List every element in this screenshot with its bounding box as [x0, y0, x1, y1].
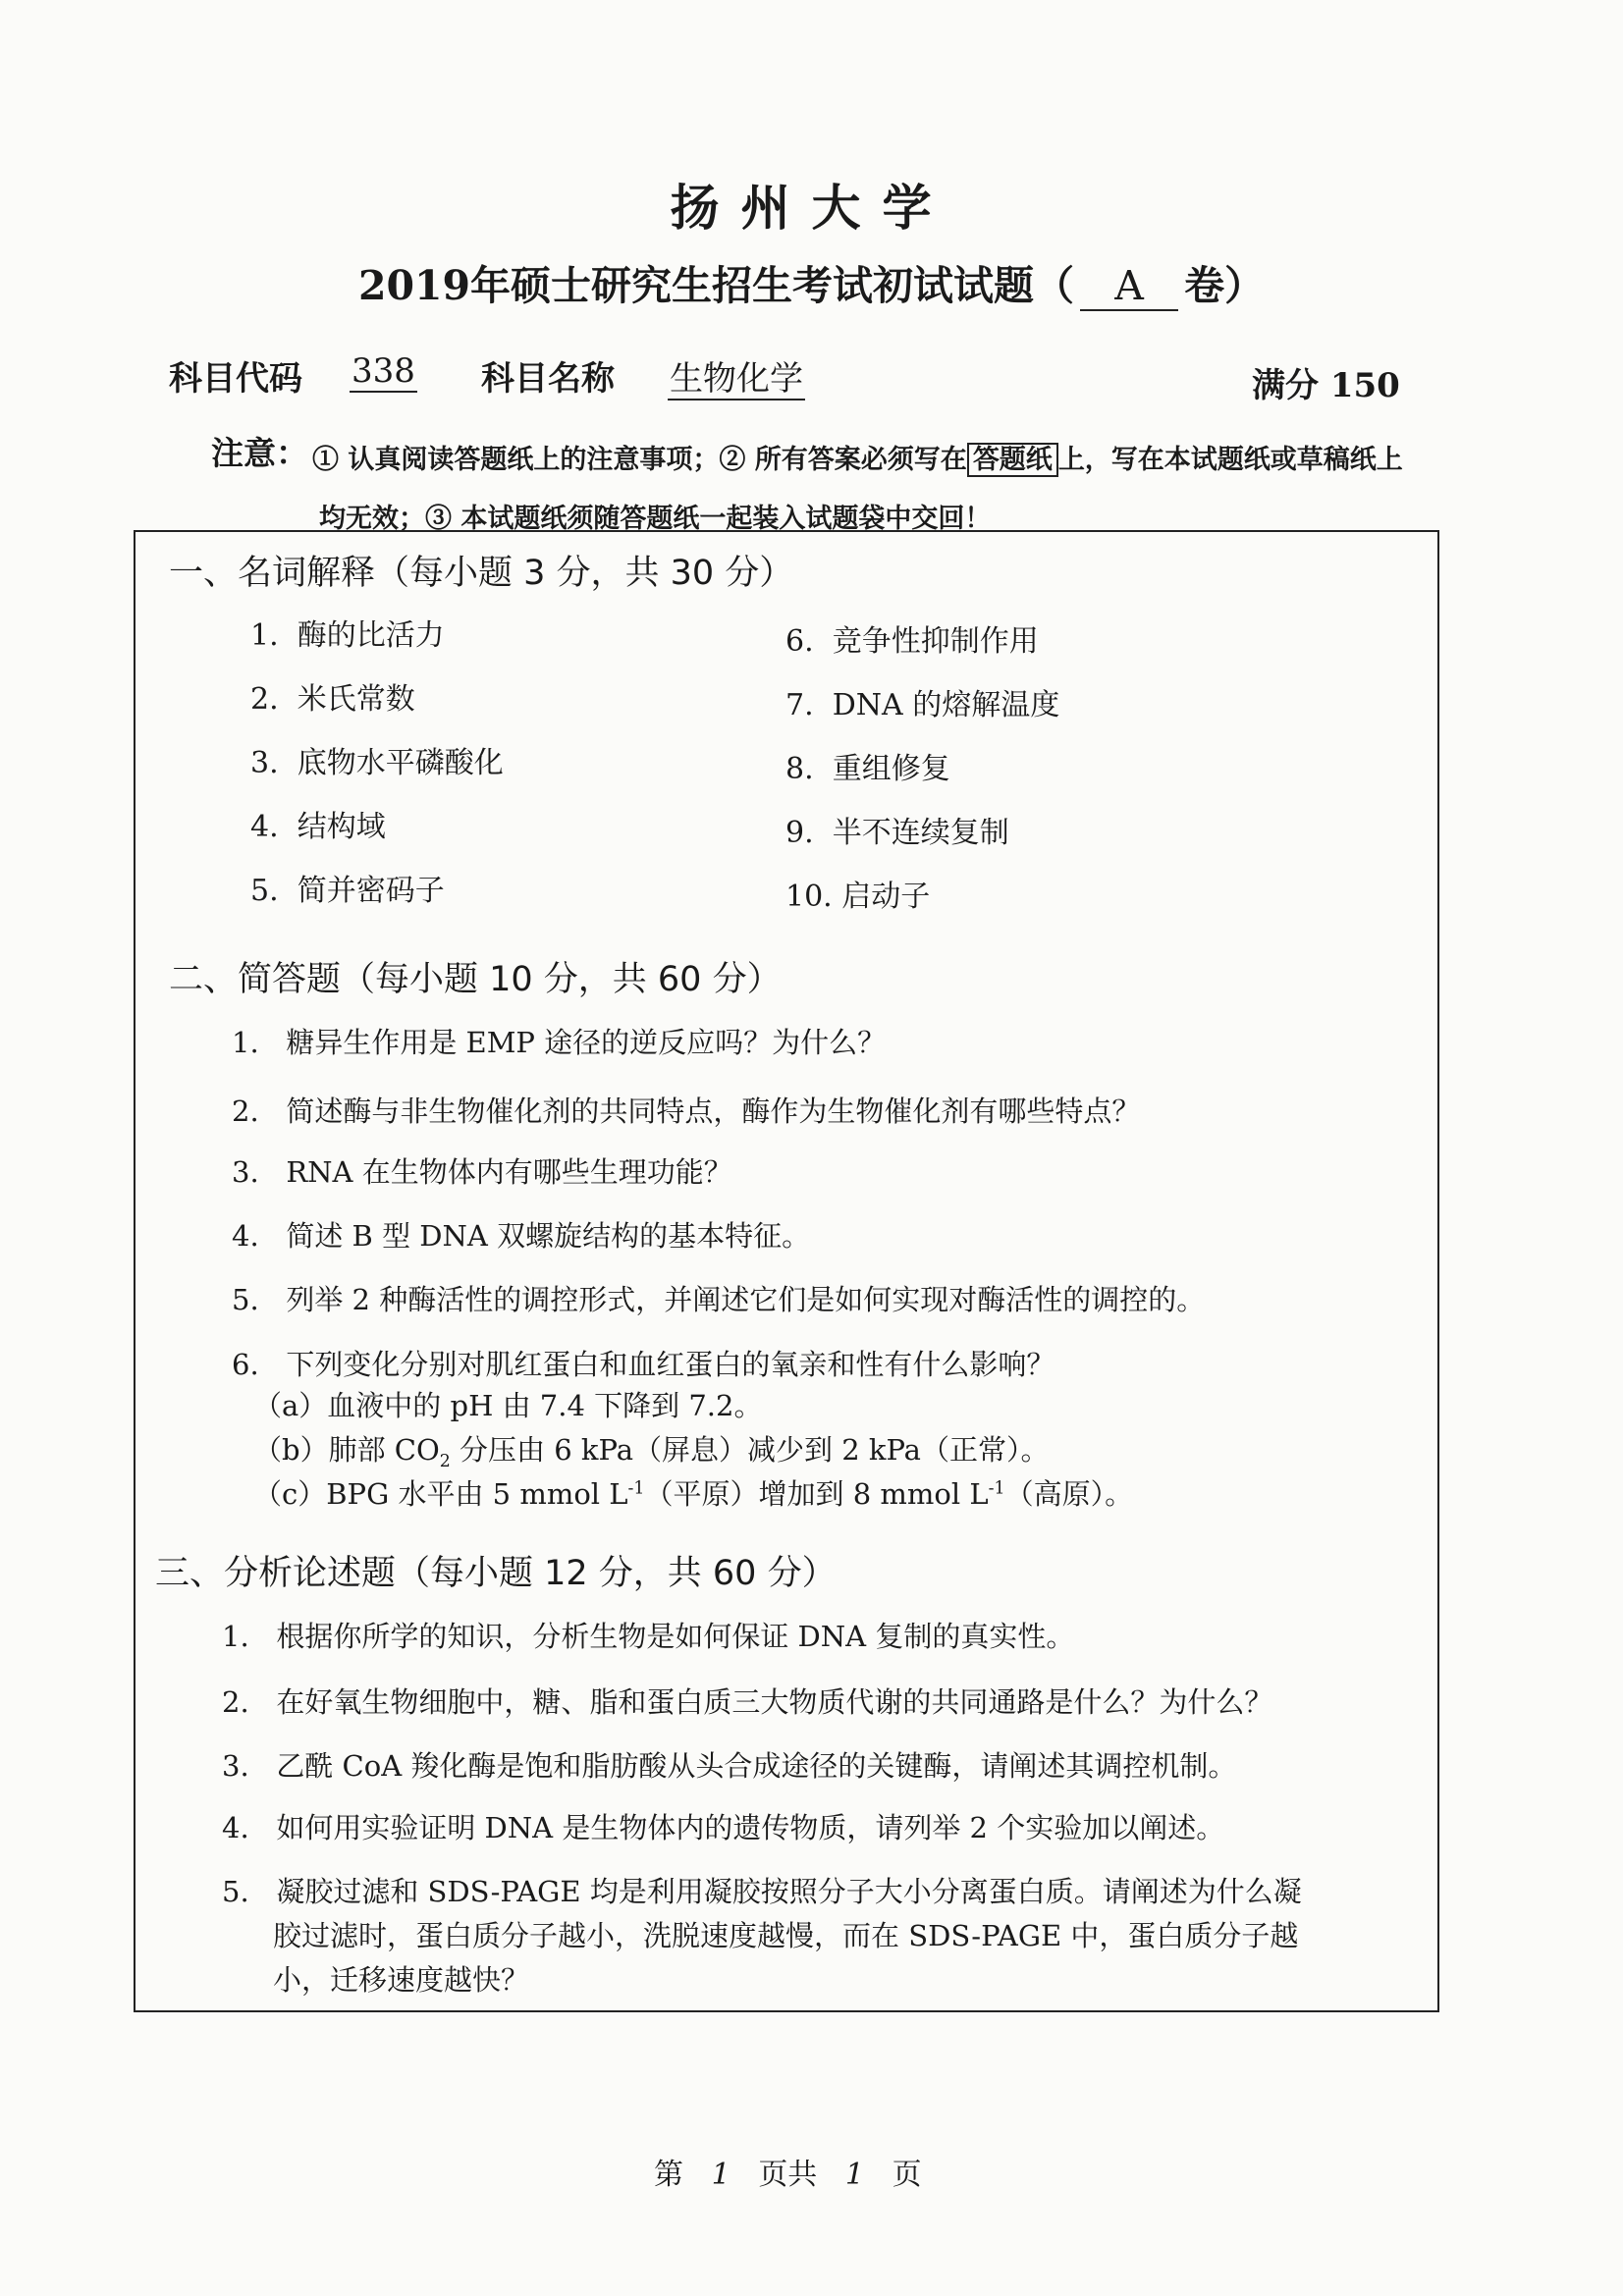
question-item: [222, 1744, 1236, 1785]
question-text: 下列变化分别对肌红蛋白和血红蛋白的氧亲和性有什么影响？: [286, 1348, 1055, 1381]
exam-title-prefix: 2019年硕士研究生招生考试初试试题（: [357, 262, 1075, 309]
notice-answer-sheet-box: 答题纸: [967, 443, 1058, 477]
item-num: 8.: [785, 752, 814, 786]
list-item: [785, 872, 930, 915]
item-num: 7.: [785, 688, 814, 722]
question-text: 凝胶过滤和 SDS-PAGE 均是利用凝胶按照分子大小分离蛋白质。请阐述为什么凝: [276, 1875, 1302, 1908]
co2-subscript: 2: [439, 1451, 451, 1471]
subject-name: 生物化学: [670, 359, 803, 399]
unit-superscript: -1: [988, 1478, 1005, 1499]
item-text: 半不连续复制: [832, 816, 1009, 850]
question-continuation: 胶过滤时，蛋白质分子越小，洗脱速度越慢，而在 SDS-PAGE 中，蛋白质分子越: [273, 1919, 1299, 1952]
item-num: 5.: [250, 874, 279, 908]
page-number: [654, 2150, 922, 2193]
list-item: [785, 616, 1039, 660]
item-num: 10.: [785, 880, 833, 914]
question-num: 6.: [232, 1348, 259, 1381]
list-item: [785, 744, 950, 787]
item-text: 酶的比活力: [297, 618, 445, 653]
question-continuation: 小，迁移速度越快？: [273, 1963, 530, 1997]
total-pages: 1: [844, 2158, 865, 2192]
exam-title-suffix: 卷）: [1184, 262, 1266, 309]
question-text: 在好氧生物细胞中，糖、脂和蛋白质三大物质代谢的共同通路是什么？为什么？: [276, 1685, 1273, 1719]
list-item: [785, 680, 1059, 723]
university-name: 扬州大学: [670, 179, 953, 237]
question-num: 4.: [222, 1811, 249, 1844]
subject-code: 338: [352, 351, 415, 391]
item-num: 1.: [250, 618, 279, 653]
full-score-value: 150: [1329, 366, 1400, 405]
question-text: 简述 B 型 DNA 双螺旋结构的基本特征。: [286, 1219, 811, 1253]
question-text: 简述酶与非生物催化剂的共同特点，酶作为生物催化剂有哪些特点？: [286, 1095, 1141, 1128]
notice-line-2: 均无效；③ 本试题纸须随答题纸一起装入试题袋中交回！: [319, 504, 992, 534]
item-text: 结构域: [297, 810, 386, 844]
item-num: 3.: [250, 746, 279, 780]
paper-type: A: [1080, 262, 1178, 311]
item-text: 启动子: [841, 880, 931, 914]
question-item: [232, 1150, 732, 1191]
sub-question-b: [253, 1428, 1049, 1471]
page-suffix: 页: [892, 2158, 922, 2192]
section3-heading: 三、分析论述题（每小题 12 分，共 60 分）: [155, 1554, 837, 1593]
item-text: 底物水平磷酸化: [297, 746, 504, 780]
subject-code-wrap: [350, 351, 417, 391]
question-num: 1.: [222, 1620, 249, 1653]
list-item: [250, 866, 445, 909]
notice-line-1b: 上，写在本试题纸或草稿纸上: [1057, 445, 1403, 475]
list-item: [250, 738, 504, 781]
page-prefix: 第: [654, 2158, 683, 2192]
list-item: [250, 611, 445, 654]
question-num: 5.: [232, 1283, 259, 1316]
question-text: RNA 在生物体内有哪些生理功能？: [286, 1155, 732, 1189]
sub-c-text-end: （高原）。: [1004, 1477, 1134, 1511]
question-item: [232, 1021, 886, 1061]
notice-label: 注意：: [211, 434, 308, 472]
question-item: [222, 1806, 1224, 1846]
section2-heading: 二、简答题（每小题 10 分，共 60 分）: [169, 960, 782, 999]
question-num: 1.: [232, 1026, 259, 1059]
question-num: 2.: [222, 1685, 249, 1719]
list-item: [250, 674, 415, 718]
question-text: 如何用实验证明 DNA 是生物体内的遗传物质，请列举 2 个实验加以阐述。: [276, 1811, 1225, 1844]
list-item: [250, 802, 386, 845]
page-mid: 页共: [758, 2158, 818, 2192]
item-text: 米氏常数: [297, 682, 415, 717]
question-item: [232, 1343, 1055, 1383]
item-text: 竞争性抑制作用: [832, 624, 1039, 659]
notice-line-1a: ① 认真阅读答题纸上的注意事项；② 所有答案必须写在: [312, 445, 967, 475]
full-score-label: 满分: [1252, 366, 1319, 405]
question-item: [232, 1214, 810, 1255]
section1-heading: 一、名词解释（每小题 3 分，共 30 分）: [169, 554, 794, 593]
subject-name-wrap: [668, 351, 805, 400]
subject-code-label: 科目代码: [169, 359, 302, 399]
current-page: 1: [711, 2158, 730, 2192]
item-num: 9.: [785, 816, 814, 850]
question-text: 糖异生作用是 EMP 途径的逆反应吗？为什么？: [286, 1026, 887, 1059]
exam-title: [0, 253, 1623, 311]
sub-b-text: （b）肺部 CO: [253, 1433, 440, 1467]
item-text: DNA 的熔解温度: [832, 688, 1060, 722]
sub-c-text: （c）BPG 水平由 5 mmol L: [253, 1477, 628, 1511]
question-num: 2.: [232, 1095, 259, 1128]
item-text: 简并密码子: [297, 874, 445, 908]
question-text: 列举 2 种酶活性的调控形式，并阐述它们是如何实现对酶活性的调控的。: [286, 1283, 1206, 1316]
list-item: [785, 808, 1009, 851]
question-item: [222, 1870, 1302, 1910]
sub-question-a: （a）血液中的 pH 由 7.4 下降到 7.2。: [253, 1389, 763, 1422]
sub-question-c: [253, 1472, 1133, 1513]
item-text: 重组修复: [832, 752, 950, 786]
question-item: [222, 1615, 1074, 1655]
item-num: 2.: [250, 682, 279, 717]
question-num: 4.: [232, 1219, 259, 1253]
subject-name-label: 科目名称: [481, 359, 615, 399]
unit-superscript: -1: [627, 1478, 645, 1499]
question-num: 3.: [222, 1749, 249, 1783]
question-text: 乙酰 CoA 羧化酶是饱和脂肪酸从头合成途径的关键酶，请阐述其调控机制。: [276, 1749, 1237, 1783]
question-num: 3.: [232, 1155, 259, 1189]
item-num: 6.: [785, 624, 814, 659]
question-num: 5.: [222, 1875, 249, 1908]
sub-b-text-end: 分压由 6 kPa（屏息）减少到 2 kPa（正常）。: [450, 1433, 1050, 1467]
notice-line-1: [312, 438, 1403, 476]
full-score: [1252, 358, 1400, 406]
item-num: 4.: [250, 810, 279, 844]
question-item: [222, 1681, 1272, 1721]
question-text: 根据你所学的知识，分析生物是如何保证 DNA 复制的真实性。: [276, 1620, 1075, 1653]
question-item: [232, 1278, 1205, 1318]
sub-c-text-mid: （平原）增加到 8 mmol L: [644, 1477, 989, 1511]
question-item: [232, 1090, 1140, 1130]
